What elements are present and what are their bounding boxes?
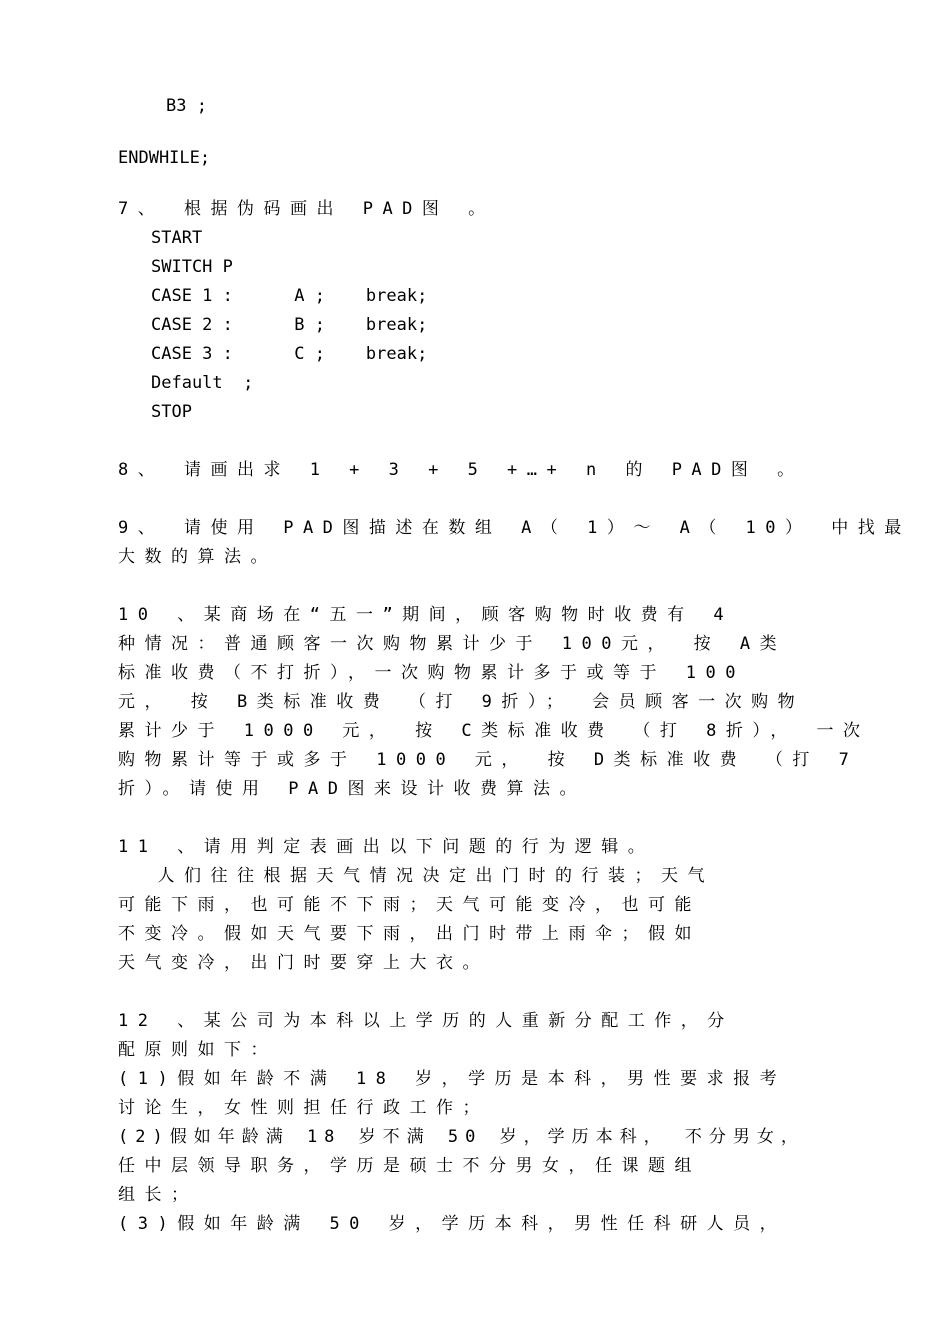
question-11-line: 11 、请用判定表画出以下问题的行为逻辑。 bbox=[118, 837, 655, 857]
question-12-line: 任中层领导职务，学历是硕士不分男女，任课题组 bbox=[118, 1156, 701, 1176]
question-12-line: 配原则如下： bbox=[118, 1040, 277, 1060]
question-11-line: 天气变冷，出门时要穿上大衣。 bbox=[118, 953, 489, 973]
question-10-line: 种情况：普通顾客一次购物累计少于 100元， 按 A类 bbox=[118, 634, 787, 654]
q7-code-line: SWITCH P bbox=[151, 257, 233, 277]
question-12-line: 组长； bbox=[118, 1185, 198, 1205]
question-10-line: 标准收费（不打折），一次购物累计多于或等于 100 bbox=[118, 663, 745, 683]
code-line-endwhile: ENDWHILE; bbox=[118, 148, 211, 168]
question-10-line: 购物累计等于或多于 1000 元， 按 D类标准收费 （打 7 bbox=[118, 750, 859, 770]
question-12-line: 讨论生，女性则担任行政工作； bbox=[118, 1098, 489, 1118]
question-12-line: (2)假如年龄满 18 岁不满 50 岁，学历本科， 不分男女， bbox=[118, 1127, 805, 1147]
q7-code-line: Default ; bbox=[151, 373, 254, 393]
question-7-title: 7、 根据伪码画出 PAD图 。 bbox=[118, 199, 495, 219]
question-11-line: 可能下雨，也可能不下雨；天气可能变冷，也可能 bbox=[118, 895, 701, 915]
q7-code-line: CASE 3 : C ; break; bbox=[151, 344, 428, 364]
question-11-line: 人们往往根据天气情况决定出门时的行装；天气 bbox=[118, 866, 714, 886]
question-11-line: 不变冷。假如天气要下雨，出门时带上雨伞；假如 bbox=[118, 924, 701, 944]
question-10-line: 元， 按 B类标准收费 （打 9折）； 会员顾客一次购物 bbox=[118, 692, 805, 712]
q7-code-line: CASE 1 : A ; break; bbox=[151, 286, 428, 306]
question-9-line: 9、 请使用 PAD图描述在数组 A（ 1）～ A（ 10） 中找最 bbox=[118, 518, 911, 538]
question-12-line: 12 、某公司为本科以上学历的人重新分配工作，分 bbox=[118, 1011, 734, 1031]
question-8-title: 8、 请画出求 1 + 3 + 5 +…+ n 的 PAD图 。 bbox=[118, 460, 804, 480]
question-10-line: 累计少于 1000 元， 按 C类标准收费 （打 8折）， 一次 bbox=[118, 721, 870, 741]
question-10-line: 10 、某商场在“五一”期间，顾客购物时收费有 4 bbox=[118, 605, 734, 625]
code-line-b3: B3 ; bbox=[166, 96, 207, 116]
question-10-line: 折）。请使用 PAD图来设计收费算法。 bbox=[118, 779, 586, 799]
question-12-line: (3)假如年龄满 50 岁，学历本科，男性任科研人员， bbox=[118, 1214, 787, 1234]
question-12-line: (1)假如年龄不满 18 岁，学历是本科，男性要求报考 bbox=[118, 1069, 787, 1089]
question-9-line: 大数的算法。 bbox=[118, 547, 277, 567]
q7-code-line: CASE 2 : B ; break; bbox=[151, 315, 428, 335]
q7-code-line: START bbox=[151, 228, 203, 248]
q7-code-line: STOP bbox=[151, 402, 192, 422]
